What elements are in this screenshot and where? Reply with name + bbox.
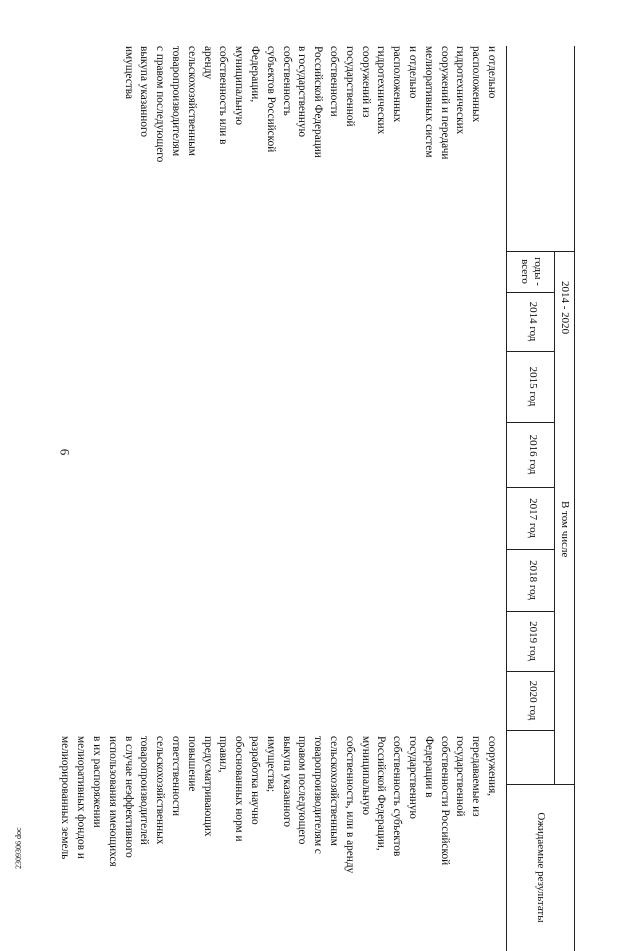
header-year-2020: 2020 год bbox=[527, 680, 539, 721]
col-sep bbox=[507, 730, 555, 731]
header-including: В том числе bbox=[559, 501, 571, 558]
header-years bbox=[507, 292, 555, 730]
header-year-2014: 2014 год bbox=[527, 301, 539, 342]
document-footer: 2309306 doc bbox=[14, 827, 23, 869]
header-year-2015: 2015 год bbox=[527, 366, 539, 407]
header-period: 2014 - 2020 bbox=[559, 281, 571, 335]
header-period-including bbox=[555, 251, 575, 784]
left-description: и отдельно расположенных гидротехнических сооружений и передачи мелиоративных систем и отдельно расположенных гидротехнических сооружений из государственной собственности Российской Федерации в государственную собственность субъектов Российской Федерации, муниципальную собственность или в аренду сельскохозяйственным товаропроизводителям с правом последующего выкупа указанного имущества bbox=[122, 46, 498, 163]
header-total: годы - всего bbox=[519, 257, 544, 286]
header-year-2016: 2016 год bbox=[527, 434, 539, 475]
header-year-2017: 2017 год bbox=[527, 498, 539, 538]
header-year-2018: 2018 год bbox=[527, 560, 539, 600]
page-number: 6 bbox=[57, 448, 73, 456]
header-year-2019: 2019 год bbox=[527, 621, 539, 661]
expected-results-text: сооружения, передаваемые из государственной собственности Российской Федерации в государственную собственность субъектов Российской Федерации, муниципальную собственность, или в аренду сельскохозяйственным товаропроизводителям с правом последующего выкупа указанного имущества; разработка научно обоснованных норм и правил, предусматривающих повышение ответственности сельскохозяйственных товаропроизводителей в случае неэффективного использования имеющихся в их распоряжении мелиоративных фондов и мелиорированных земель bbox=[59, 736, 498, 874]
rotated-table bbox=[59, 46, 575, 951]
header-expected: Ожидаемые результаты bbox=[535, 812, 547, 923]
